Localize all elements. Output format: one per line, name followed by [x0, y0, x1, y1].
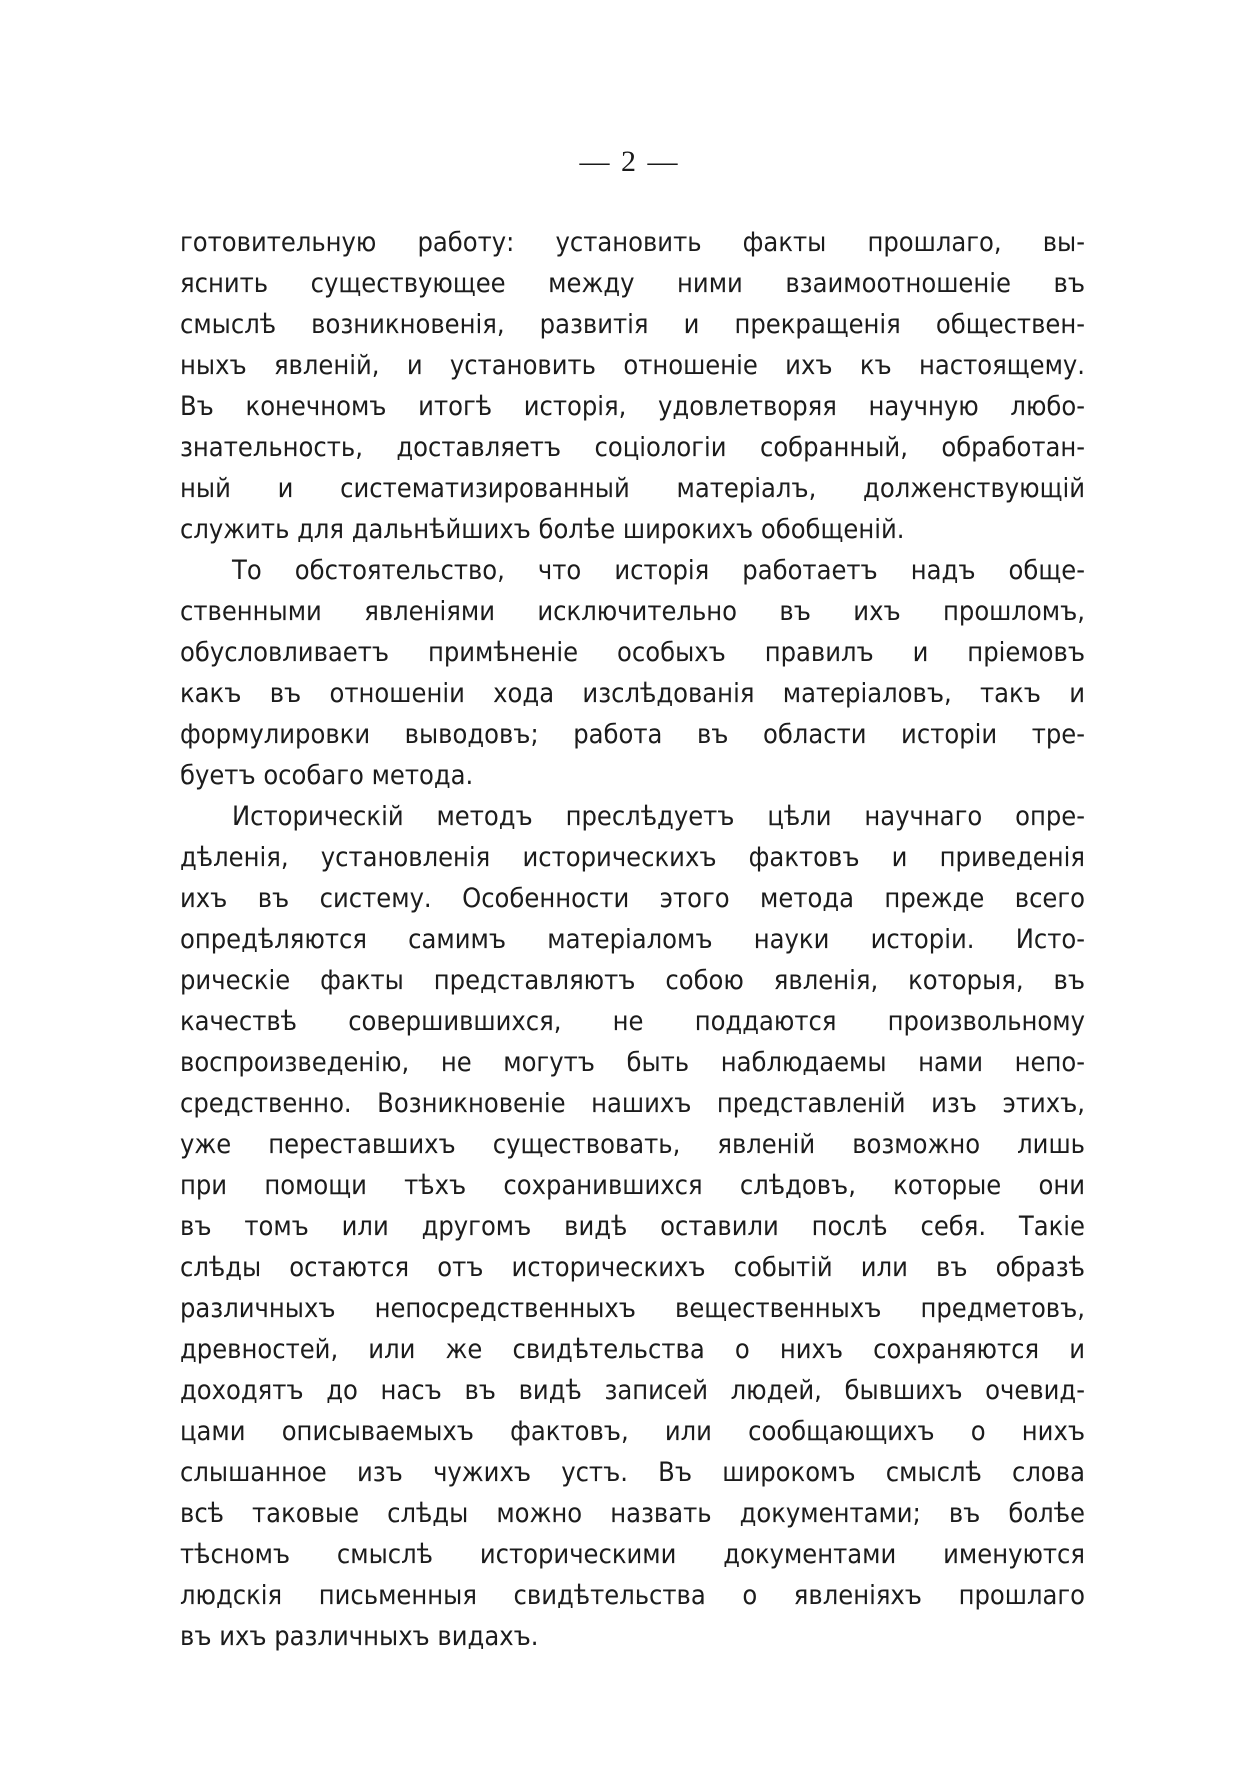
text-line: То обстоятельство, что исторія работаетъ надъ обще-: [232, 555, 1085, 586]
text-line: при помощи тѣхъ сохранившихся слѣдовъ, которые они: [180, 1170, 1085, 1201]
paragraph-1: [180, 222, 1085, 550]
text-line: буетъ особаго метода.: [180, 760, 474, 791]
text-line: тѣсномъ смыслѣ историческими документами именуются: [180, 1539, 1085, 1570]
text-line: уже переставшихъ существовать, явленій возможно лишь: [180, 1129, 1085, 1160]
text-line: въ ихъ различныхъ видахъ.: [180, 1621, 539, 1652]
text-line: служить для дальнѣйшихъ болѣе широкихъ обобщеній.: [180, 514, 905, 545]
text-line: всѣ таковые слѣды можно назвать документами; въ болѣе: [180, 1498, 1085, 1529]
text-line: качествѣ совершившихся, не поддаются произвольному: [180, 1006, 1085, 1037]
paragraph-2: [180, 550, 1085, 796]
text-line: ихъ въ систему. Особенности этого метода прежде всего: [180, 883, 1085, 914]
text-line: формулировки выводовъ; работа въ области исторіи тре-: [180, 719, 1085, 750]
text-line: древностей, или же свидѣтельства о нихъ сохраняются и: [180, 1334, 1085, 1365]
text-line: обусловливаетъ примѣненіе особыхъ правилъ и пріемовъ: [180, 637, 1085, 668]
text-line: ственными явленіями исключительно въ ихъ прошломъ,: [180, 596, 1085, 627]
text-line: знательность, доставляетъ соціологіи собранный, обработан-: [180, 432, 1085, 463]
text-line: Въ конечномъ итогѣ исторія, удовлетворяя научную любо-: [180, 391, 1085, 422]
text-line: смыслѣ возникновенія, развитія и прекращенія обществен-: [180, 309, 1085, 340]
text-line: ный и систематизированный матеріалъ, долженствующій: [180, 473, 1085, 504]
text-line: Историческій методъ преслѣдуетъ цѣли научнаго опре-: [232, 801, 1085, 832]
text-line: средственно. Возникновеніе нашихъ представленій изъ этихъ,: [180, 1088, 1085, 1119]
text-line: цами описываемыхъ фактовъ, или сообщающихъ о нихъ: [180, 1416, 1085, 1447]
text-line: людскія письменныя свидѣтельства о явленіяхъ прошлаго: [180, 1580, 1085, 1611]
text-line: опредѣляются самимъ матеріаломъ науки исторіи. Исто-: [180, 924, 1085, 955]
text-line: дѣленія, установленія историческихъ фактовъ и приведенія: [180, 842, 1085, 873]
paragraph-3: [180, 796, 1085, 1657]
text-line: въ томъ или другомъ видѣ оставили послѣ себя. Такіе: [180, 1211, 1085, 1242]
page-number: — 2 —: [579, 145, 680, 178]
body-text: [180, 222, 1085, 1657]
text-line: ныхъ явленій, и установить отношеніе ихъ къ настоящему.: [180, 350, 1085, 381]
text-line: рическіе факты представляютъ собою явленія, которыя, въ: [180, 965, 1085, 996]
text-line: яснить существующее между ними взаимоотношеніе въ: [180, 268, 1085, 299]
text-line: воспроизведенію, не могутъ быть наблюдаемы нами непо-: [180, 1047, 1085, 1078]
text-line: какъ въ отношеніи хода изслѣдованія матеріаловъ, такъ и: [180, 678, 1085, 709]
text-line: доходятъ до насъ въ видѣ записей людей, бывшихъ очевид-: [180, 1375, 1085, 1406]
text-line: слѣды остаются отъ историческихъ событій или въ образѣ: [180, 1252, 1085, 1283]
text-line: слышанное изъ чужихъ устъ. Въ широкомъ смыслѣ слова: [180, 1457, 1085, 1488]
text-line: готовительную работу: установить факты прошлаго, вы-: [180, 227, 1085, 258]
text-line: различныхъ непосредственныхъ вещественныхъ предметовъ,: [180, 1293, 1085, 1324]
